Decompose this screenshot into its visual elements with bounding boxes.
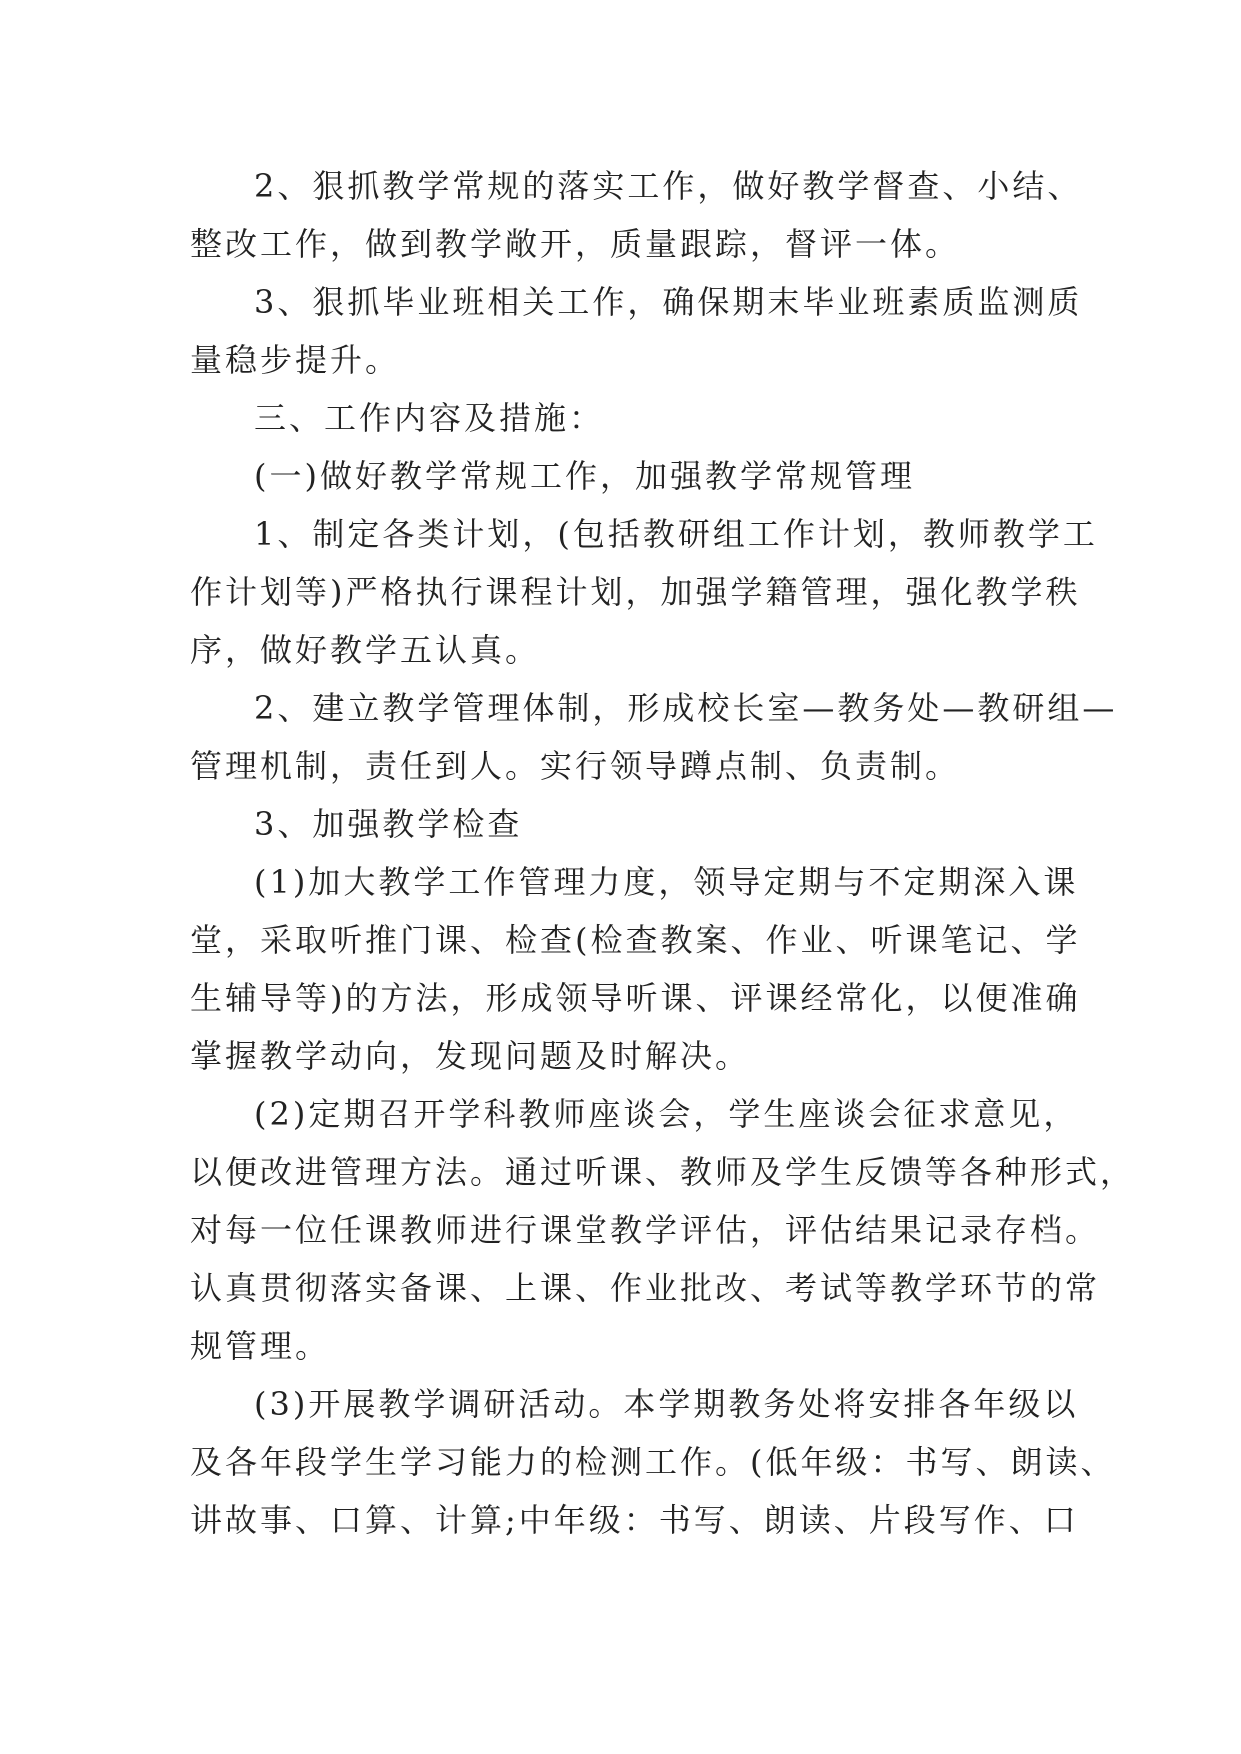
paragraph-line: 对每一位任课教师进行课堂教学评估，评估结果记录存档。 (190, 1211, 1101, 1249)
paragraph-line: 生辅导等)的方法，形成领导听课、评课经常化，以便准确 (190, 979, 1081, 1017)
paragraph-line: 及各年段学生学习能力的检测工作。(低年级：书写、朗读、 (190, 1443, 1116, 1481)
paragraph-line: 2、建立教学管理体制，形成校长室—教务处—教研组— (254, 689, 1118, 727)
paragraph-line: 3、加强教学检查 (254, 805, 523, 843)
document-body (190, 157, 1136, 1549)
paragraph-line: 1、制定各类计划，(包括教研组工作计划，教师教学工 (254, 515, 1098, 553)
paragraph-line: (2)定期召开学科教师座谈会，学生座谈会征求意见， (254, 1095, 1079, 1133)
paragraph-line: 3、狠抓毕业班相关工作，确保期末毕业班素质监测质 (254, 283, 1083, 321)
paragraph-line: 规管理。 (190, 1327, 331, 1365)
paragraph-line: 量稳步提升。 (190, 341, 401, 379)
paragraph-line: 序，做好教学五认真。 (190, 631, 541, 669)
paragraph-line: 2、狠抓教学常规的落实工作，做好教学督查、小结、 (254, 167, 1083, 205)
section-heading: 三、工作内容及措施： (254, 399, 605, 437)
paragraph-line: 整改工作，做到教学敞开，质量跟踪，督评一体。 (190, 225, 961, 263)
paragraph-line: 管理机制，责任到人。实行领导蹲点制、负责制。 (190, 747, 961, 785)
subsection-heading: (一)做好教学常规工作，加强教学常规管理 (254, 457, 915, 495)
paragraph-line: 认真贯彻落实备课、上课、作业批改、考试等教学环节的常 (190, 1269, 1101, 1307)
paragraph-line: (3)开展教学调研活动。本学期教务处将安排各年级以 (254, 1385, 1079, 1423)
paragraph-line: 以便改进管理方法。通过听课、教师及学生反馈等各种形式， (190, 1153, 1136, 1191)
paragraph-line: (1)加大教学工作管理力度，领导定期与不定期深入课 (254, 863, 1079, 901)
paragraph-line: 堂，采取听推门课、检查(检查教案、作业、听课笔记、学 (190, 921, 1081, 959)
paragraph-line: 讲故事、口算、计算;中年级：书写、朗读、片段写作、口 (190, 1501, 1079, 1539)
paragraph-line: 掌握教学动向，发现问题及时解决。 (190, 1037, 751, 1075)
paragraph-line: 作计划等)严格执行课程计划，加强学籍管理，强化教学秩 (190, 573, 1081, 611)
